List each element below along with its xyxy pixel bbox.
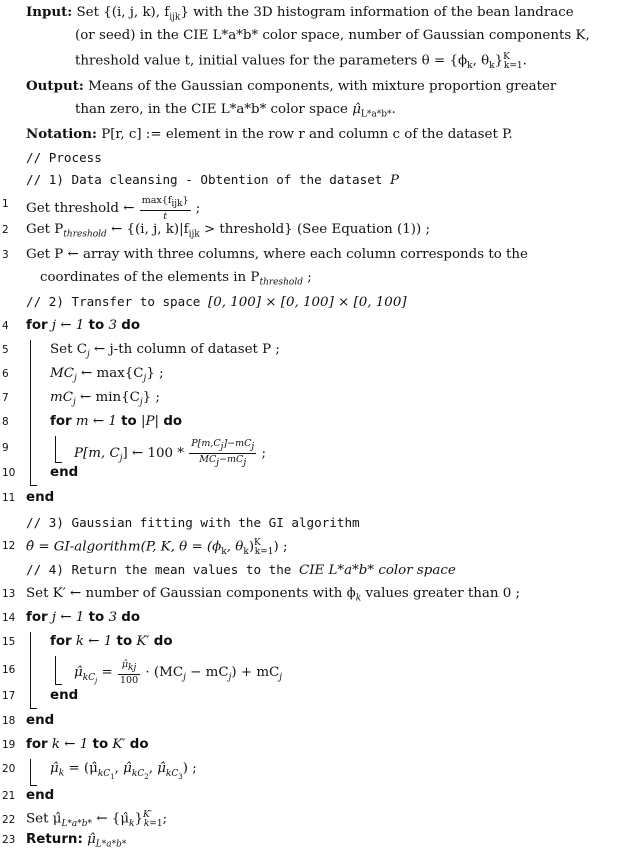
line-9: 9 P[m, $C_j$] ← 100 * $\frac{P[m,C_j]-mC_j}{MC_j-mC_j}$ ; (2, 438, 266, 468)
for-j-body-bar (30, 340, 31, 485)
for-j-body-tick (30, 485, 37, 486)
output-label: Output: (26, 78, 84, 94)
algorithm-block: Input: Set {(i, j, k), $f_{ijk}$} with the 3D histogram information of the bean landrace (or seed) in the CIE L*a*b* color space, number of Gaussian components K, threshold value t, initial values for the parameters $\theta = \{\phi_k$, $\theta_k\}^K_{k=1}$. Output: Means of the Gaussian components, with mixture proportion greater than zero, in the CIE L*a*b* color space $\mû_{L*a*b*}$. Notation: P[r, c] := element in the row r and column c of the dataset P. // Process // 1) Data cleansing - Obtention of the dataset P 1 Get threshold ← $\frac{\max\{f_{ijk}\}}{t}$ ; 2 Get $P_{threshold}$ ← {(i, j, $k)|f_{ijk}$ > threshold} (See Equation (1)) ; 3 Get P ← array with three columns, where each column corresponds to the coordinates of the elements in $P_{threshold}$ ; // 2) Transfer to space [0, 100] × [0, 100] × [0, 100] 4 for j ← 1 to 3 do 5 Set $C_j$ ← j-th column of dataset P ; 6 $MC_j$ ← $\max\{C_j\}$ ; 7 $mC_j$ ← $\min\{C_j\}$ ; 8 for m ← 1 to |P| do 9 P[m, $C_j$] ← 100 * $\frac{P[m,C_j]-mC_j}{MC_j-mC_j}$ ; 10 end 11 end // 3) Gaussian fitting with the GI algorithm 12 θ̂ = GI-algorithm(P, K, $\theta = (\phi_k$, $\theta_k)^K_{k=1}$) ; // 4) Return the mean values to the CIE L*a*b* color space 13 Set K′ ← number of Gaussian components with $\phi_k$ values greater than 0 ; 14 for j ← 1 to 3 do 15 for k ← 1 to K′ do 16 $\mû_{kC_j}$ = $\frac{\mû_{kj}}{100}$ · $(MC_j - mC_j) + mC_j$ 17 end 18 end 19 for k ← 1 to K′ do 20 $\mû_k$ = ($\mû_{kC_1}$, $\mû_{kC_2}$, $\mû_{kC_3}$) ; 21 end 22 Set $\mû_{L*a*b*}$ ← $\{\mû_k\}^{K'}_{k=1}$; 23 Return: $\mû_{L*a*b*}$ (0, 0, 625, 853)
line-1: 1 Get threshold ← $\frac{\max\{f_{ijk}\}}{t}$ ; (2, 195, 201, 222)
input-label: Input: (26, 4, 73, 20)
for-j2-body-tick (30, 708, 37, 709)
notation-label: Notation: (26, 126, 97, 142)
for-m-body-tick (55, 462, 62, 463)
for-k2-body-bar (30, 759, 31, 785)
line-16: 16 $\mû_{kC_j}$ = $\frac{\mû_{kj}}{100}$ · $(MC_j - mC_j) + mC_j$ (2, 659, 283, 686)
for-k2-body-tick (30, 785, 37, 786)
